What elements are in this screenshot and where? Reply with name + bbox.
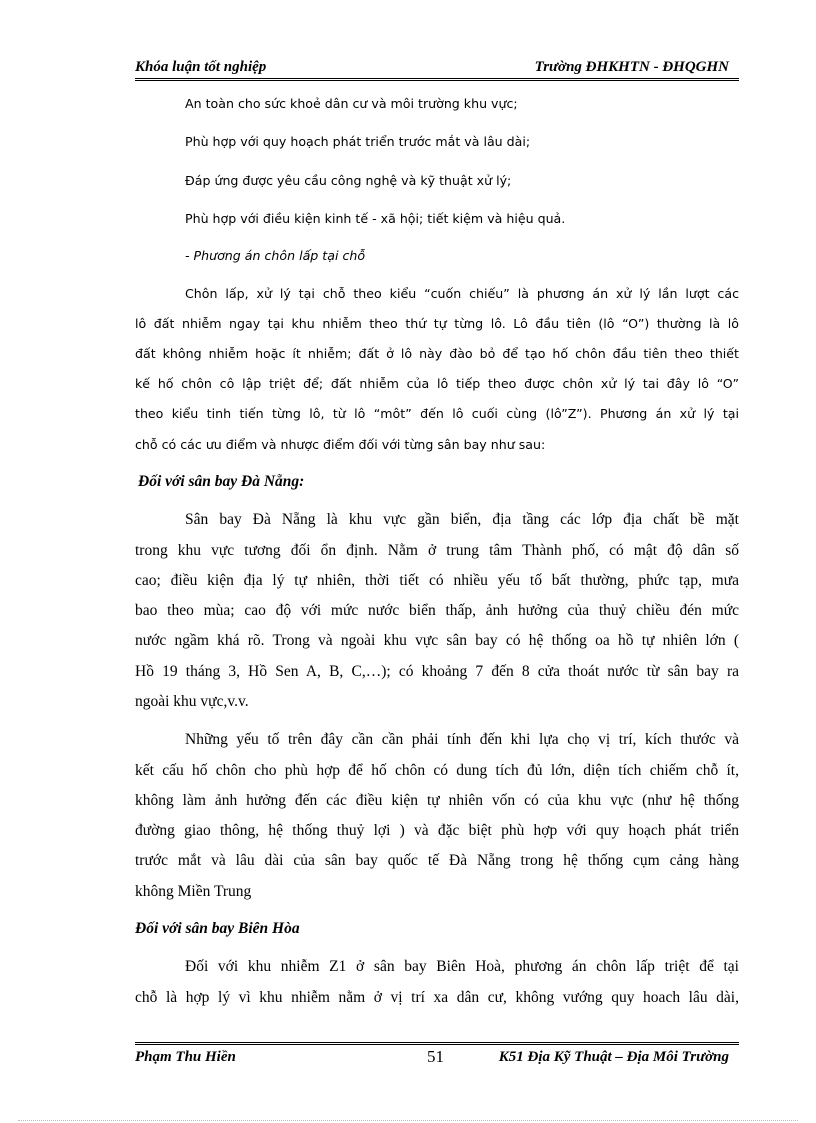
section-heading-bienhoa: Đối với sân bay Biên Hòa (135, 920, 300, 937)
paragraph-line: đất không nhiễm hoặc ít nhiễm; đất ở lô này đào bỏ để tạo hố chôn đầu tiên theo thiết (135, 346, 739, 361)
paragraph-line: Những yếu tố trên đây cần cần phải tính đến khi lựa chọ vị trí, kích thước và (185, 731, 739, 748)
paragraph-line: trong khu vực tương đối ổn định. Nằm ở trung tâm Thành phố, có mật độ dân số (135, 542, 739, 559)
paragraph-line: nước ngầm khá rõ. Trong và ngoài khu vực sân bay có hệ thống oa hồ tự nhiên lớn ( (135, 632, 739, 649)
paragraph-line: theo kiểu tinh tiến từng lô, từ lô “môt” đến lô cuối cùng (lô”Z”). Phương án xử lý tại (135, 406, 739, 421)
criterion-item: Đáp ứng được yêu cầu công nghệ và kỹ thuật xử lý; (185, 173, 512, 188)
paragraph-line: lô đất nhiễm ngay tại khu nhiễm theo thứ tự từng lô. Lô đầu tiên (lô “O”) thường là lô (135, 316, 739, 331)
paragraph-line: Hồ 19 tháng 3, Hồ Sen A, B, C,…); có khoảng 7 đến 8 cửa thoát nước từ sân bay ra (135, 663, 739, 680)
paragraph-line: Chôn lấp, xử lý tại chỗ theo kiểu “cuốn chiếu” là phương án xử lý lần lượt các (185, 286, 739, 301)
paragraph-line: không làm ảnh hưởng đến các điều kiện tự nhiên vốn có của khu vực (như hệ thống (135, 792, 739, 809)
option-title: - Phương án chôn lấp tại chỗ (185, 248, 366, 263)
page-number: 51 (427, 1047, 444, 1066)
footer-department: K51 Địa Kỹ Thuật – Địa Môi Trường (498, 1049, 729, 1065)
criterion-item: Phù hợp với quy hoạch phát triển trước mắt và lâu dài; (185, 134, 531, 149)
paragraph-line: bao theo mùa; cao độ với mức nước biển thấp, ảnh hưởng của thuỷ chiều đén mức (135, 602, 739, 619)
page-header (135, 58, 739, 81)
paragraph-line: trước mắt và lâu dài của sân bay quốc tế Đà Nẵng trong hệ thống cụm cảng hàng (135, 852, 739, 869)
header-thesis-label: Khóa luận tốt nghiệp (135, 59, 267, 75)
paragraph-line: ngoài khu vực,v.v. (135, 693, 249, 710)
criterion-item: An toàn cho sức khoẻ dân cư và môi trường khu vực; (185, 96, 518, 111)
paragraph-line: Sân bay Đà Nẵng là khu vực gần biển, địa tầng các lớp địa chất bề mặt (185, 511, 739, 528)
paragraph-line: Đối với khu nhiễm Z1 ở sân bay Biên Hoà, phương án chôn lấp triệt để tại (185, 958, 739, 975)
paragraph-line: đường giao thông, hệ thống thuỷ lợi ) và đặc biệt phù hợp với quy hoạch phát triển (135, 822, 739, 839)
page-footer (135, 1042, 739, 1069)
paragraph-line: kết cấu hố chôn cho phù hợp để hố chôn có dung tích đủ lớn, diện tích chiếm chỗ ít, (135, 762, 739, 779)
paragraph-line: không Miền Trung (135, 883, 252, 900)
paragraph-line: chỗ có các ưu điểm và nhược điểm đối với từng sân bay như sau: (135, 437, 546, 452)
footer-author: Phạm Thu Hiền (135, 1049, 236, 1065)
header-university: Trường ĐHKHTN - ĐHQGHN (534, 59, 729, 75)
paragraph-line: kế hố chôn cô lập triệt để; đất nhiễm của lô tiếp theo được chôn xử lý tai đây lô “O” (135, 376, 739, 391)
section-heading-danang: Đối với sân bay Đà Nẵng: (138, 473, 305, 490)
paragraph-line: chỗ là hợp lý vì khu nhiễm nằm ở vị trí xa dân cư, không vướng quy hoach lâu dài, (135, 989, 739, 1006)
criterion-item: Phù hợp với điều kiện kinh tế - xã hội; tiết kiệm và hiệu quả. (185, 211, 566, 226)
paragraph-line: cao; điều kiện địa lý tự nhiên, thời tiết có nhiều yếu tố bất thường, phức tạp, mưa (135, 572, 739, 589)
page-edge-divider (18, 1120, 798, 1121)
